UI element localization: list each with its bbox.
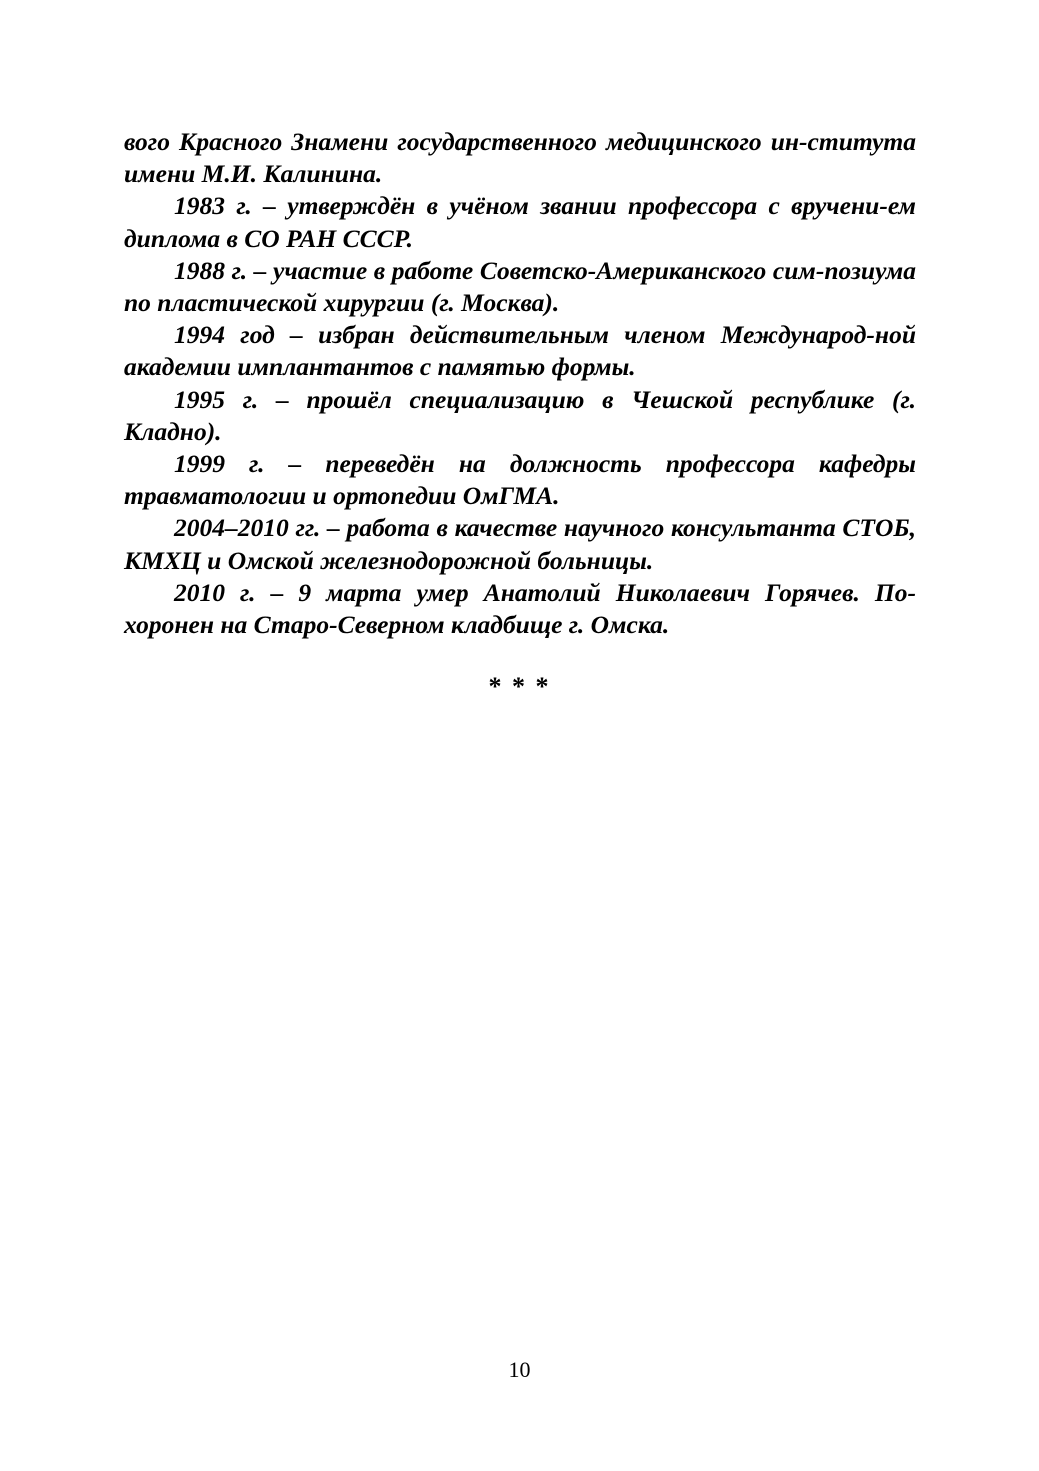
page-number: 10: [508, 1357, 531, 1382]
paragraph-2004-2010: 2004–2010 гг. – работа в качестве научного консультанта СТОБ, КМХЦ и Омской железнодорожной больницы.: [124, 513, 916, 575]
paragraph-1995: 1995 г. – прошёл специализацию в Чешской республике (г. Кладно).: [124, 384, 916, 446]
paragraph-1983: 1983 г. – утверждён в учёном звании профессора с вручени-ем диплома в СО РАН СССР.: [124, 191, 916, 253]
paragraph-institute-continuation: вого Красного Знамени государственного медицинского ин-ститута имени М.И. Калинина.: [124, 127, 916, 189]
paragraph-1994: 1994 год – избран действительным членом Международ-ной академии имплантантов с памятью формы.: [124, 320, 916, 382]
body-text: [124, 126, 916, 641]
paragraph-1988: 1988 г. – участие в работе Советско-Американского сим-позиума по пластической хирургии (г. Москва).: [124, 255, 916, 318]
section-separator: * * *: [488, 672, 551, 701]
paragraph-2010: 2010 г. – 9 марта умер Анатолий Николаевич Горячев. По-хоронен на Старо-Северном кладбище г. Омска.: [124, 577, 916, 640]
paragraph-1999: 1999 г. – переведён на должность профессора кафедры травматологии и ортопедии ОмГМА.: [124, 449, 916, 511]
